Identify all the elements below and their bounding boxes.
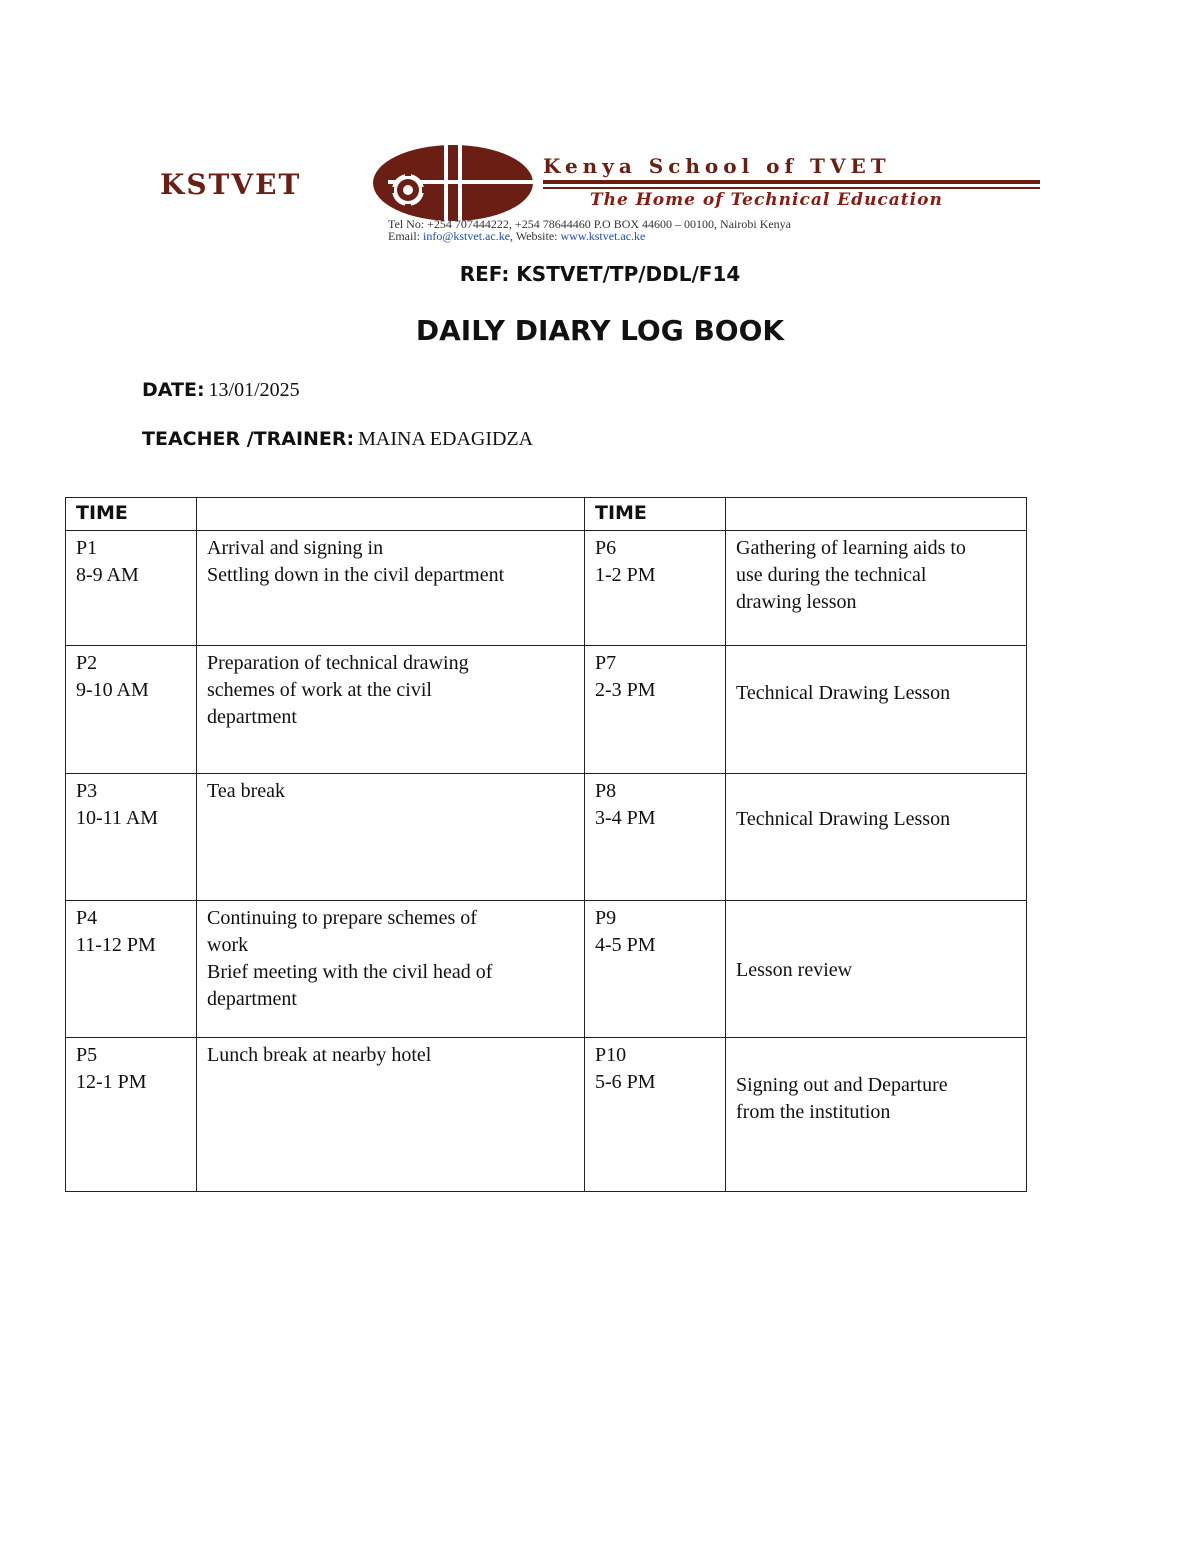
period-time: 11-12 PM (76, 934, 156, 956)
logo-acronym: KSTVET (160, 168, 302, 201)
period-time: 2-3 PM (595, 679, 656, 701)
activity-line: Lesson review (736, 959, 853, 981)
activity-line: schemes of work at the civil (207, 679, 432, 701)
period-label: P6 (595, 537, 617, 559)
activity-line: Continuing to prepare schemes of (207, 907, 477, 929)
date-label: DATE: (142, 379, 205, 401)
activity-line: Settling down in the civil department (207, 564, 505, 586)
website-link[interactable]: www.kstvet.ac.ke (560, 229, 646, 243)
table-row (66, 901, 1027, 1038)
table-row (66, 1038, 1027, 1192)
activity-cell (197, 901, 585, 1038)
period-cell (66, 531, 197, 646)
period-cell (66, 1038, 197, 1192)
activity-line: drawing lesson (736, 591, 857, 613)
activity-line: Technical Drawing Lesson (736, 808, 951, 830)
period-label: P10 (595, 1044, 627, 1066)
period-time: 12-1 PM (76, 1071, 147, 1093)
activity-line: use during the technical (736, 564, 927, 586)
activity-line: Arrival and signing in (207, 537, 384, 559)
activity-line: Tea break (207, 780, 285, 802)
activity-cell (726, 901, 1027, 1038)
activity-cell (726, 646, 1027, 774)
letterhead-rule-thin (543, 187, 1040, 189)
institution-name: Kenya School of TVET (543, 154, 891, 178)
activity-cell (726, 1038, 1027, 1192)
period-time: 5-6 PM (595, 1071, 656, 1093)
email-label: Email: (388, 229, 423, 243)
activity-cell (197, 1038, 585, 1192)
date-field (142, 379, 300, 402)
period-time: 8-9 AM (76, 564, 139, 586)
period-label: P8 (595, 780, 617, 802)
period-cell (585, 1038, 726, 1192)
activity-line: Technical Drawing Lesson (736, 682, 951, 704)
period-cell (585, 901, 726, 1038)
letterhead-rule (543, 180, 1040, 184)
table-row (66, 531, 1027, 646)
header-time-left: TIME (66, 498, 197, 531)
website-label: , Website: (510, 229, 561, 243)
email-link[interactable]: info@kstvet.ac.ke (423, 229, 511, 243)
trainer-value: MAINA EDAGIDZA (358, 428, 534, 450)
period-label: P7 (595, 652, 617, 674)
period-time: 1-2 PM (595, 564, 656, 586)
period-label: P5 (76, 1044, 98, 1066)
period-cell (66, 774, 197, 901)
header-time-right: TIME (585, 498, 726, 531)
table-row (66, 774, 1027, 901)
period-time: 3-4 PM (595, 807, 656, 829)
contact-phone-address: Tel No: +254 707444222, +254 78644460 P.O BOX 44600 – 00100, Nairobi Kenya (388, 217, 792, 231)
period-cell (66, 646, 197, 774)
activity-cell (197, 774, 585, 901)
period-label: P9 (595, 907, 617, 929)
page-title: DAILY DIARY LOG BOOK (415, 314, 785, 347)
activity-line: department (207, 988, 297, 1010)
activity-line: from the institution (736, 1101, 891, 1123)
table-header-row (66, 498, 1027, 531)
trainer-field (142, 428, 533, 451)
diary-table (65, 497, 1027, 1192)
trainer-label: TEACHER /TRAINER: (142, 428, 355, 450)
period-time: 9-10 AM (76, 679, 149, 701)
contact-email-website (388, 229, 645, 244)
activity-cell (197, 531, 585, 646)
letterhead (160, 140, 1045, 243)
activity-cell (726, 774, 1027, 901)
period-time: 10-11 AM (76, 807, 159, 829)
activity-line: Lunch break at nearby hotel (207, 1044, 432, 1066)
period-cell (585, 646, 726, 774)
activity-cell (726, 531, 1027, 646)
reference-code: REF: KSTVET/TP/DDL/F14 (459, 262, 741, 286)
period-cell (66, 901, 197, 1038)
period-label: P3 (76, 780, 98, 802)
date-value: 13/01/2025 (208, 379, 300, 401)
table-row (66, 646, 1027, 774)
activity-line: Brief meeting with the civil head of (207, 961, 493, 983)
activity-line: Signing out and Departure (736, 1074, 948, 1096)
kstvet-emblem-icon (368, 140, 538, 226)
period-cell (585, 531, 726, 646)
period-time: 4-5 PM (595, 934, 656, 956)
period-label: P2 (76, 652, 98, 674)
activity-line: work (207, 934, 249, 956)
header-activity-left (197, 498, 585, 531)
header-activity-right (726, 498, 1027, 531)
activity-line: Gathering of learning aids to (736, 537, 966, 559)
activity-line: Preparation of technical drawing (207, 652, 469, 674)
period-label: P4 (76, 907, 98, 929)
period-cell (585, 774, 726, 901)
period-label: P1 (76, 537, 98, 559)
institution-tagline: The Home of Technical Education (590, 190, 943, 210)
activity-line: department (207, 706, 297, 728)
activity-cell (197, 646, 585, 774)
